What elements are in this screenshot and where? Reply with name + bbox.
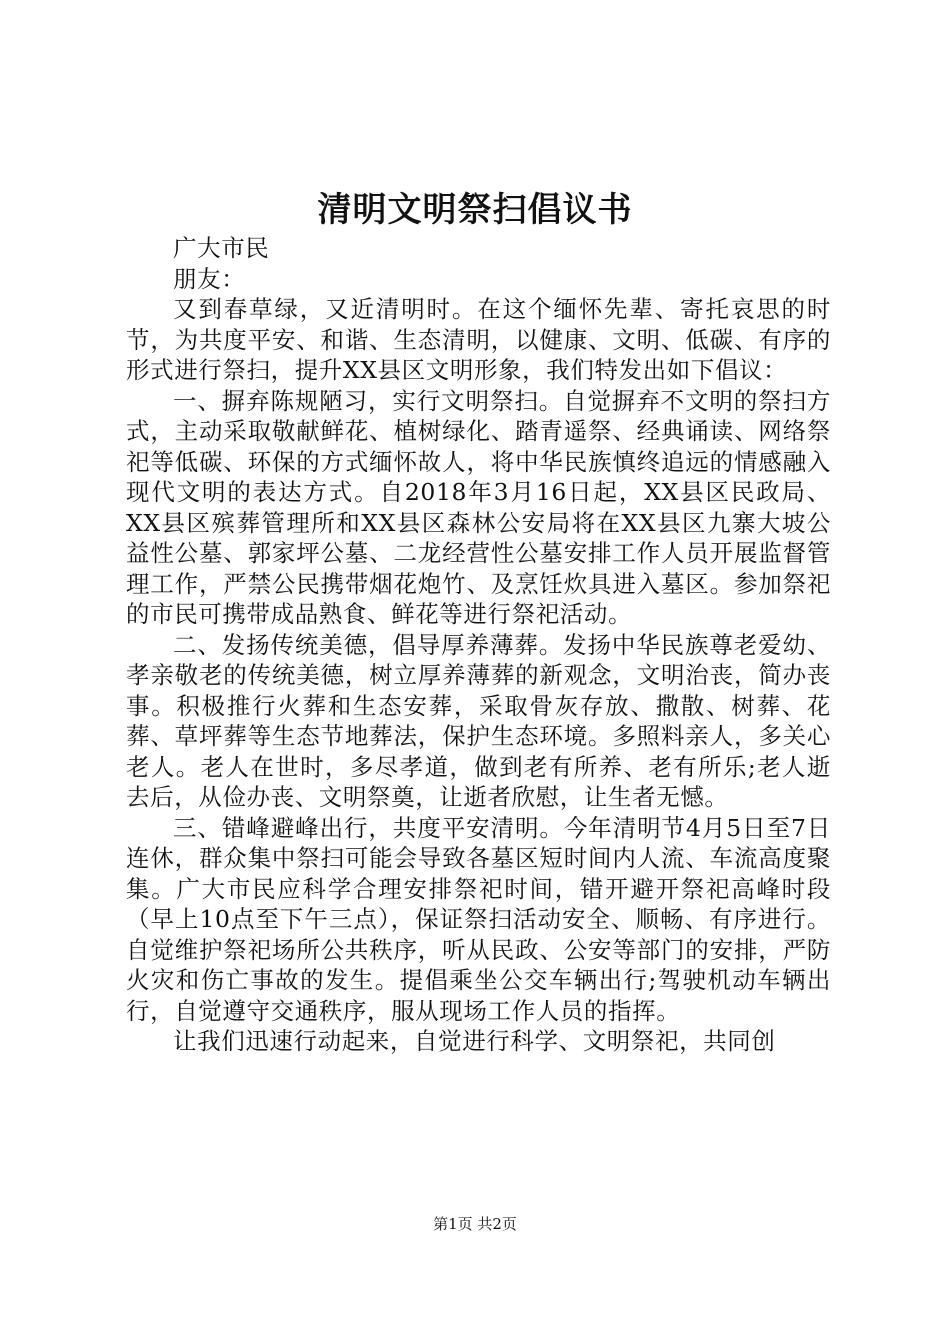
paragraph-closing: 让我们迅速行动起来，自觉进行科学、文明祭祀，共同创	[173, 1027, 776, 1055]
page-number-footer: 第1页 共2页	[433, 1215, 517, 1233]
paragraph-item-3: 三、错峰避峰出行，共度平安清明。今年清明节4月5日至7日连休，群众集中祭扫可能会导致各墓区短时间内人流、车流高度聚集。广大市民应科学合理安排祭祀时间，错开避开祭祀高峰时段（早上10点至下午三点），保证祭扫活动安全、顺畅、有序进行。自觉维护祭祀场所公共秩序，听从民政、公安等部门的安排，严防火灾和伤亡事故的发生。提倡乘坐公交车辆出行;驾驶机动车辆出行，自觉遵守交通秩序，服从现场工作人员的指挥。	[126, 813, 831, 1025]
paragraph-item-2: 二、发扬传统美德，倡导厚养薄葬。发扬中华民族尊老爱幼、孝亲敬老的传统美德，树立厚养薄葬的新观念，文明治丧，简办丧事。积极推行火葬和生态安葬，采取骨灰存放、撒散、树葬、花葬、草坪葬等生态节地葬法，保护生态环境。多照料亲人，多关心老人。老人在世时，多尽孝道，做到老有所养、老有所乐;老人逝去后，从俭办丧、文明祭奠，让逝者欣慰，让生者无憾。	[126, 630, 831, 811]
document-title: 清明文明祭扫倡议书	[317, 190, 633, 230]
document-body	[126, 233, 831, 1057]
salutation-line-2: 朋友：	[173, 264, 246, 293]
salutation-line-1: 广大市民	[173, 234, 270, 262]
paragraph-item-1: 一、摒弃陈规陋习，实行文明祭扫。自觉摒弃不文明的祭扫方式，主动采取敬献鲜花、植树绿化、踏青遥祭、经典诵读、网络祭祀等低碳、环保的方式缅怀故人，将中华民族慎终追远的情感融入现代文明的表达方式。自2018年3月16日起，XX县区民政局、XX县区殡葬管理所和XX县区森林公安局将在XX县区九寨大坡公益性公墓、郭家坪公墓、二龙经营性公墓安排工作人员开展监督管理工作，严禁公民携带烟花炮竹、及烹饪炊具进入墓区。参加祭祀的市民可携带成品熟食、鲜花等进行祭祀活动。	[126, 386, 831, 628]
paragraph-intro: 又到春草绿，又近清明时。在这个缅怀先辈、寄托哀思的时节，为共度平安、和谐、生态清明，以健康、文明、低碳、有序的形式进行祭扫，提升XX县区文明形象，我们特发出如下倡议：	[126, 295, 831, 384]
